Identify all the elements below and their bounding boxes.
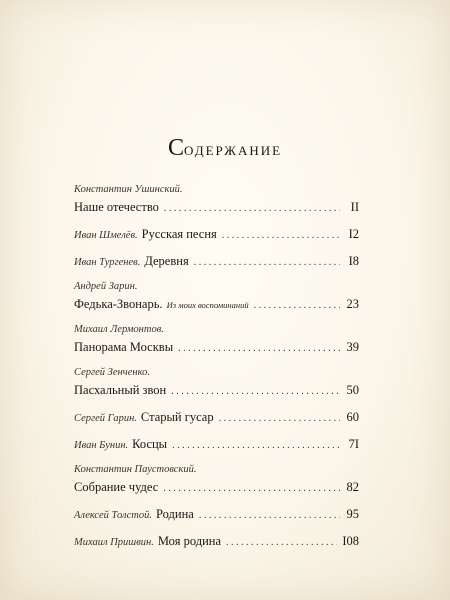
dot-leader	[219, 411, 340, 427]
toc-row	[74, 506, 359, 524]
toc-row	[74, 226, 359, 244]
toc-entry[interactable]	[74, 183, 359, 217]
toc-entry[interactable]	[74, 463, 359, 497]
title-rest: одержание	[183, 139, 283, 160]
toc-entry[interactable]	[74, 533, 359, 551]
toc-title: Пасхальный звон	[74, 383, 167, 397]
toc-row	[74, 533, 359, 551]
toc-row	[74, 296, 359, 314]
toc-title: Деревня	[144, 254, 189, 268]
toc-entry[interactable]	[74, 323, 359, 357]
toc-page-number: II	[350, 200, 359, 214]
toc-author: Сергей Зенченко.	[74, 367, 150, 378]
toc-title: Русская песня	[141, 227, 217, 241]
toc-entry[interactable]	[74, 253, 359, 271]
toc-entry[interactable]	[74, 409, 359, 427]
toc-row	[74, 199, 359, 217]
toc-subtitle: Из моих воспоминаний	[166, 300, 249, 310]
title-initial: С	[167, 135, 184, 161]
toc-entry[interactable]	[74, 226, 359, 244]
page-title	[0, 135, 450, 162]
toc-title: Наше отечество	[74, 200, 159, 214]
toc-row	[74, 479, 359, 497]
toc-page-number: 82	[346, 480, 359, 494]
dot-leader	[178, 341, 340, 357]
toc-page-number: 95	[346, 507, 359, 521]
toc-page-number: I2	[348, 227, 359, 241]
toc-author: Михаил Лермонтов.	[74, 324, 164, 335]
toc-author: Андрей Зарин.	[74, 281, 138, 292]
toc-title: Федька-Звонарь.	[74, 297, 163, 311]
dot-leader	[172, 438, 340, 454]
toc-title: Панорама Москвы	[74, 340, 174, 354]
toc-page-number: 7I	[348, 437, 359, 451]
toc-author: Алексей Толстой.	[74, 510, 153, 521]
toc-row	[74, 409, 359, 427]
toc-row	[74, 382, 359, 400]
dot-leader	[222, 228, 340, 244]
toc-page-number: 39	[346, 340, 359, 354]
toc-entry[interactable]	[74, 506, 359, 524]
dot-leader	[226, 535, 337, 551]
toc-title: Моя родина	[157, 534, 221, 548]
toc-row	[74, 339, 359, 357]
toc-entry[interactable]	[74, 436, 359, 454]
toc-author: Иван Тургенев.	[74, 257, 141, 268]
toc-author: Константин Ушинский.	[74, 184, 183, 195]
toc-entry[interactable]	[74, 366, 359, 400]
toc-author: Михаил Пришвин.	[74, 537, 154, 548]
toc-row	[74, 436, 359, 454]
toc-author: Иван Шмелёв.	[74, 230, 138, 241]
toc-title: Старый гусар	[140, 410, 214, 424]
toc-page-number: I8	[348, 254, 359, 268]
toc-title: Родина	[156, 507, 194, 521]
toc-page-number: 50	[346, 383, 359, 397]
toc-author: Сергей Гарин.	[74, 413, 137, 424]
dot-leader	[163, 481, 340, 497]
toc-title: Собрание чудес	[74, 480, 159, 494]
dot-leader	[194, 255, 340, 271]
toc-page-number: 60	[346, 410, 359, 424]
toc-page-number: I08	[342, 534, 359, 548]
dot-leader	[171, 384, 340, 400]
toc-title: Косцы	[132, 437, 168, 451]
toc-author: Константин Паустовский.	[74, 464, 197, 475]
dot-leader	[199, 508, 340, 524]
table-of-contents	[74, 183, 359, 560]
toc-author: Иван Бунин.	[74, 440, 129, 451]
toc-row	[74, 253, 359, 271]
toc-page-number: 23	[346, 297, 359, 311]
toc-entry[interactable]	[74, 280, 359, 314]
dot-leader	[254, 298, 340, 314]
dot-leader	[164, 201, 340, 217]
